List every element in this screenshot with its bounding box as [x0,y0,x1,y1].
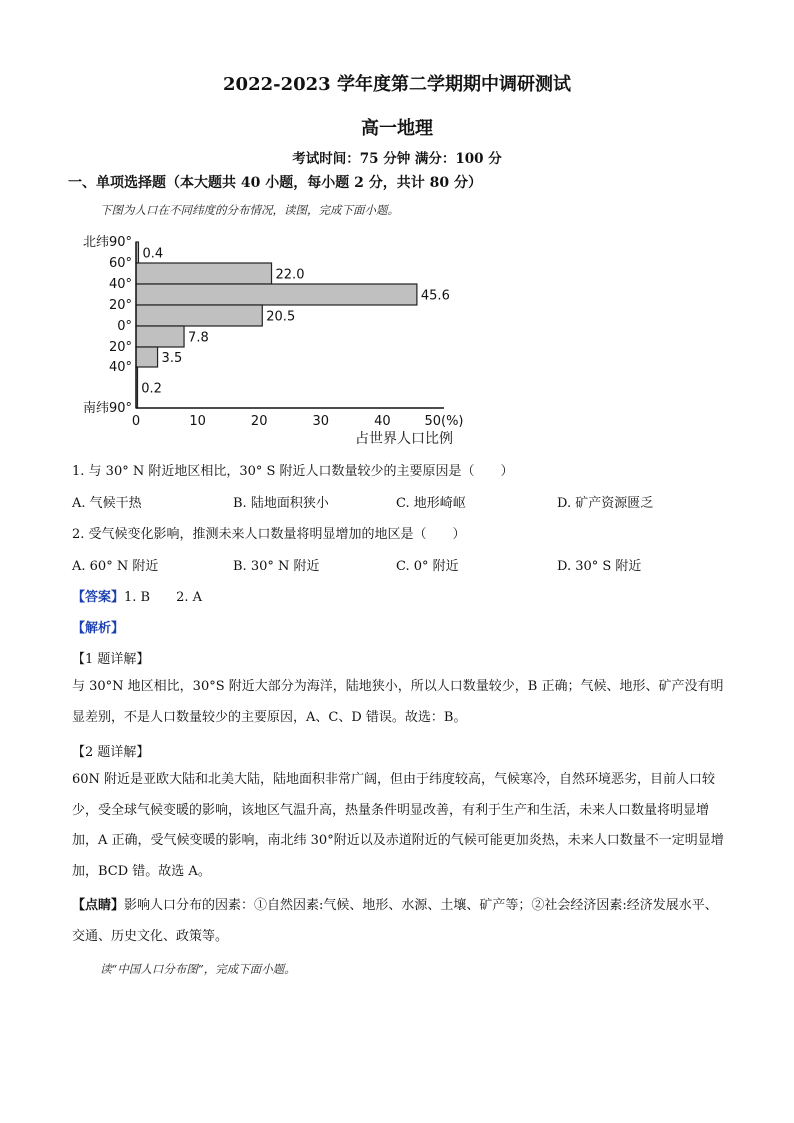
bar-value-label-0: 0.4 [142,246,164,262]
bar-value-label-2: 45.6 [420,288,450,304]
subject-title: 高一地理 [361,118,433,139]
answer-line [72,586,202,605]
tip-paragraph [72,891,724,952]
y-tick-label-2: 40° [108,277,132,292]
y-tick-label-1: 60° [108,256,132,271]
x-tick-label-3: 30 [312,414,330,429]
exam-title: 2022-2023 学年度第二学期期中调研测试 [223,74,571,95]
question-1-option-c: C. 地形崎岖 [396,496,466,511]
question-1-stem: 1. 与 30° N 附近地区相比，30° S 附近人口数量较少的主要原因是（ ） [72,464,514,479]
tip-text: 影响人口分布的因素：①自然因素:气候、地形、水源、土壤、矿产等；②社会经济因素:经济发展水平、交通、历史文化、政策等。 [72,898,718,944]
bar-value-label-4: 7.8 [188,330,209,346]
bar-1 [136,263,272,284]
population-latitude-chart [68,230,488,450]
y-tick-label-4: 0° [117,319,132,334]
question-2-stem: 2. 受气候变化影响，推测未来人口数量将明显增加的地区是（ ） [72,527,466,542]
y-tick-label-6: 40° [108,360,132,375]
x-tick-label-0: 0 [131,414,141,429]
analysis-label: 【解析】 [72,621,125,636]
question-1-option-d: D. 矿产资源匮乏 [557,496,654,511]
question-2-option-b: B. 30° N 附近 [233,559,320,574]
detail-1-text: 与 30°N 地区相比，30°S 附近大部分为海洋，陆地狭小，所以人口数量较少，B 正确；气候、地形、矿产没有明显差别，不是人口数量较少的主要原因，A、C、D 错误。故选：B。 [72,679,724,725]
detail-2-text: 60N 附近是亚欧大陆和北美大陆，陆地面积非常广阔，但由于纬度较高，气候寒冷，自然环境恶劣，目前人口较少，受全球气候变暖的影响，该地区气温升高，热量条件明显改善，有利于生产和生活，未来人口数量将明显增加，A 正确，受气候变暖的影响，南北纬 30°附近以及赤道附近的气候可能更加炎热，未来人口数量不一定明显增加，BCD 错。故选 A。 [72,772,724,879]
bar-3 [136,305,262,326]
question-2-option-d: D. 30° S 附近 [557,559,642,574]
detail-2-label: 【2 题详解】 [72,745,150,760]
tip-label: 【点睛】 [72,898,125,913]
y-tick-label-0: 北纬90° [82,235,132,250]
bar-value-label-6: 0.2 [141,381,162,397]
answer-text: 1. B 2. A [124,590,203,605]
x-tick-label-4: 40 [374,414,391,429]
bar-5 [136,347,158,367]
next-question-intro: 读“中国人口分布图”，完成下面小题。 [100,962,296,976]
exam-info: 考试时间：75 分钟 满分：100 分 [292,151,502,167]
y-tick-label-3: 20° [108,298,132,313]
y-tick-label-7: 南纬90° [82,401,132,416]
y-tick-label-5: 20° [108,340,132,355]
question-2-option-c: C. 0° 附近 [396,559,459,574]
x-tick-label-1: 10 [189,414,206,429]
bar-2 [136,284,417,305]
detail-1-label: 【1 题详解】 [72,652,150,667]
answer-label: 【答案】 [72,590,125,605]
x-axis-title: 占世界人口比例 [355,431,453,447]
bar-value-label-3: 20.5 [266,309,296,325]
chart-intro: 下图为人口在不同纬度的分布情况，读图，完成下面小题。 [100,203,399,217]
question-1-option-a: A. 气候干热 [72,496,142,511]
bar-4 [136,326,184,347]
bar-value-label-5: 3.5 [161,351,183,366]
x-tick-label-5: 50(%) [424,414,464,429]
question-2-option-a: A. 60° N 附近 [72,559,159,574]
x-tick-label-2: 20 [250,414,268,429]
section-heading: 一、单项选择题（本大题共 40 小题，每小题 2 分，共计 80 分） [68,175,482,191]
question-1-option-b: B. 陆地面积狭小 [233,496,329,511]
bar-value-label-1: 22.0 [275,267,305,283]
